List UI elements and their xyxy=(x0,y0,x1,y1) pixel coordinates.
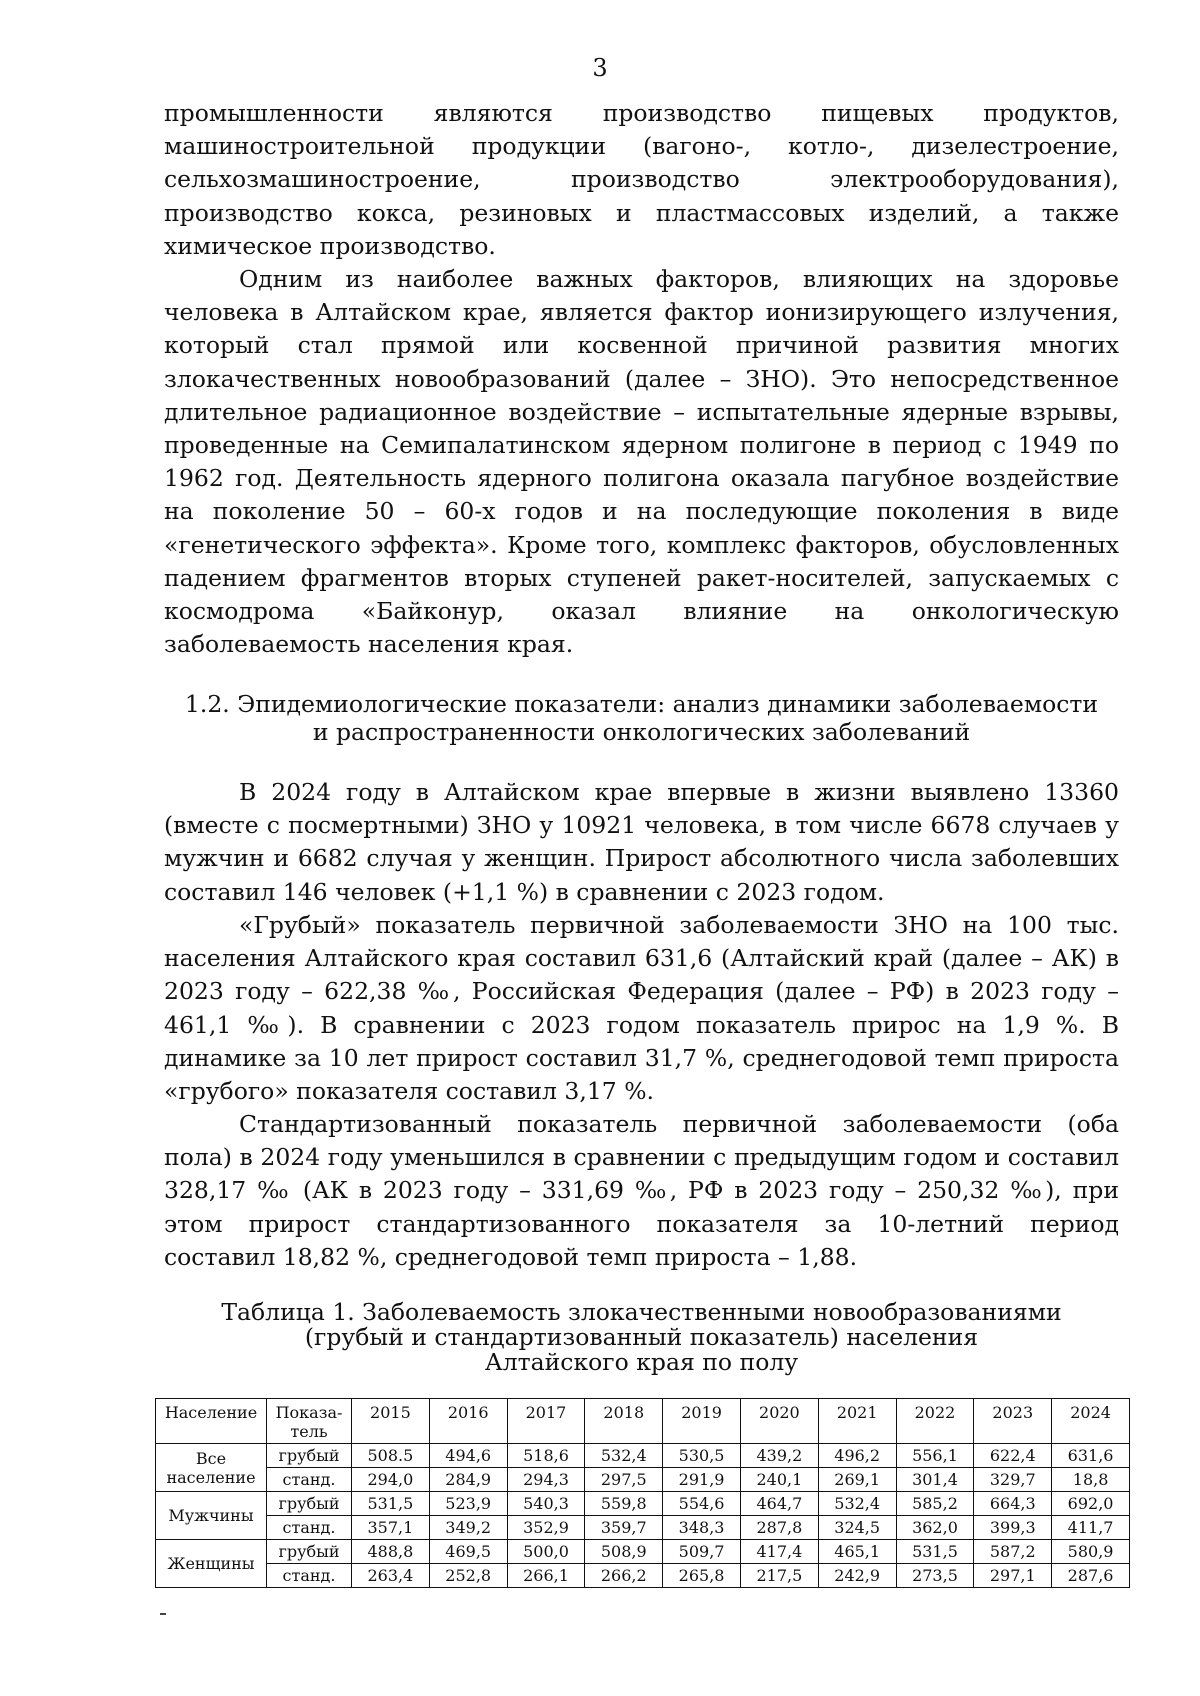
table-cell: 348,3 xyxy=(663,1516,741,1540)
row-indicator: грубый xyxy=(267,1492,352,1516)
table-cell: 469,5 xyxy=(429,1540,507,1564)
table-caption-line-1: Таблица 1. Заболеваемость злокачественными новообразованиями xyxy=(221,1298,1062,1326)
table-cell: 439,2 xyxy=(740,1444,818,1468)
table-cell: 554,6 xyxy=(663,1492,741,1516)
table-cell: 464,7 xyxy=(740,1492,818,1516)
table-cell: 509,7 xyxy=(663,1540,741,1564)
table-row xyxy=(156,1540,1130,1564)
table-cell: 265,8 xyxy=(663,1564,741,1588)
table-cell: 540,3 xyxy=(507,1492,585,1516)
row-group-label: Все население xyxy=(156,1444,267,1492)
row-group-label: Женщины xyxy=(156,1540,267,1588)
table-row xyxy=(156,1564,1130,1588)
table-cell: 242,9 xyxy=(818,1564,896,1588)
scan-mark xyxy=(160,1613,166,1615)
table-header-row xyxy=(156,1399,1130,1444)
table-cell: 411,7 xyxy=(1052,1516,1130,1540)
table-cell: 585,2 xyxy=(896,1492,974,1516)
paragraph-standardized-rate: Стандартизованный показатель первичной заболеваемости (оба пола) в 2024 году уменьшился в сравнении с предыдущим годом и составил 328,17 ‰ (АК в 2023 году – 331,69 ‰, РФ в 2023 году – 250,32 ‰), при этом прирост стандартизованного показателя за 10-летний период составил 18,82 %, среднегодовой темп прироста – 1,88. xyxy=(164,1110,1119,1271)
table-cell: 622,4 xyxy=(974,1444,1052,1468)
table-cell: 587,2 xyxy=(974,1540,1052,1564)
table-cell: 297,1 xyxy=(974,1564,1052,1588)
table-cell: 399,3 xyxy=(974,1516,1052,1540)
table-cell: 240,1 xyxy=(740,1468,818,1492)
table-cell: 556,1 xyxy=(896,1444,974,1468)
table-cell: 263,4 xyxy=(352,1564,430,1588)
table-cell: 266,2 xyxy=(585,1564,663,1588)
header-year: 2018 xyxy=(585,1399,663,1444)
table-cell: 359,7 xyxy=(585,1516,663,1540)
table-cell: 465,1 xyxy=(818,1540,896,1564)
header-year: 2022 xyxy=(896,1399,974,1444)
table-cell: 273,5 xyxy=(896,1564,974,1588)
table-cell: 294,0 xyxy=(352,1468,430,1492)
section-heading xyxy=(164,690,1119,746)
table-cell: 301,4 xyxy=(896,1468,974,1492)
header-population: Население xyxy=(156,1399,267,1444)
paragraph-radiation: Одним из наиболее важных факторов, влияющих на здоровье человека в Алтайском крае, является фактор ионизирующего излучения, который стал прямой или косвенной причиной развития многих злокачественных новообразований (далее – ЗНО). Это непосредственное длительное радиационное воздействие – испытательные ядерные взрывы, проведенные на Семипалатинском ядерном полигоне в период с 1949 по 1962 год. Деятельность ядерного полигона оказала пагубное воздействие на поколение 50 – 60-х годов и на последующие поколения в виде «генетического эффекта». Кроме того, комплекс факторов, обусловленных падением фрагментов вторых ступеней ракет-носителей, запускаемых с космодрома «Байконур, оказал влияние на онкологическую заболеваемость населения края. xyxy=(164,265,1119,659)
table-cell: 559,8 xyxy=(585,1492,663,1516)
table-cell: 297,5 xyxy=(585,1468,663,1492)
table-cell: 217,5 xyxy=(740,1564,818,1588)
table-cell: 631,6 xyxy=(1052,1444,1130,1468)
table-cell: 291,9 xyxy=(663,1468,741,1492)
table-cell: 284,9 xyxy=(429,1468,507,1492)
table-caption-line-2: (грубый и стандартизованный показатель) населения xyxy=(304,1323,979,1351)
row-group-label: Мужчины xyxy=(156,1492,267,1540)
table-cell: 508,9 xyxy=(585,1540,663,1564)
header-year: 2023 xyxy=(974,1399,1052,1444)
row-indicator: станд. xyxy=(267,1468,352,1492)
table-cell: 518,6 xyxy=(507,1444,585,1468)
header-year: 2016 xyxy=(429,1399,507,1444)
table-cell: 692,0 xyxy=(1052,1492,1130,1516)
table-caption-line-3: Алтайского края по полу xyxy=(484,1348,799,1376)
table-cell: 496,2 xyxy=(818,1444,896,1468)
header-year: 2020 xyxy=(740,1399,818,1444)
table-cell: 532,4 xyxy=(818,1492,896,1516)
table-cell: 294,3 xyxy=(507,1468,585,1492)
table-cell: 287,6 xyxy=(1052,1564,1130,1588)
header-year: 2017 xyxy=(507,1399,585,1444)
header-year: 2019 xyxy=(663,1399,741,1444)
table-cell: 362,0 xyxy=(896,1516,974,1540)
table-row xyxy=(156,1516,1130,1540)
table-body xyxy=(156,1444,1130,1588)
table-cell: 329,7 xyxy=(974,1468,1052,1492)
table-cell: 287,8 xyxy=(740,1516,818,1540)
section-heading-line-1: 1.2. Эпидемиологические показатели: анализ динамики заболеваемости xyxy=(184,690,1099,718)
header-year: 2024 xyxy=(1052,1399,1130,1444)
table-cell: 508.5 xyxy=(352,1444,430,1468)
paragraph-industry: промышленности являются производство пищевых продуктов, машиностроительной продукции (вагоно-, котло-, дизелестроение, сельхозмашиностроение, производство электрооборудования), производство кокса, резиновых и пластмассовых изделий, а также химическое производство. xyxy=(164,99,1119,260)
table-cell: 488,8 xyxy=(352,1540,430,1564)
table-cell: 352,9 xyxy=(507,1516,585,1540)
table-cell: 349,2 xyxy=(429,1516,507,1540)
paragraph-crude-rate: «Грубый» показатель первичной заболеваемости ЗНО на 100 тыс. населения Алтайского края составил 631,6 (Алтайский край (далее – АК) в 2023 году – 622,38 ‰, Российская Федерация (далее – РФ) в 2023 году – 461,1 ‰). В сравнении с 2023 годом показатель прирос на 1,9 %. В динамике за 10 лет прирост составил 31,7 %, среднегодовой темп прироста «грубого» показателя составил 3,17 %. xyxy=(164,911,1119,1106)
row-indicator: станд. xyxy=(267,1564,352,1588)
table-row xyxy=(156,1492,1130,1516)
table-cell: 664,3 xyxy=(974,1492,1052,1516)
incidence-table xyxy=(155,1398,1130,1588)
table-cell: 531,5 xyxy=(896,1540,974,1564)
table-row xyxy=(156,1468,1130,1492)
table-cell: 494,6 xyxy=(429,1444,507,1468)
table-cell: 523,9 xyxy=(429,1492,507,1516)
header-year: 2021 xyxy=(818,1399,896,1444)
table-cell: 532,4 xyxy=(585,1444,663,1468)
table-cell: 530,5 xyxy=(663,1444,741,1468)
table-cell: 266,1 xyxy=(507,1564,585,1588)
page-number: 3 xyxy=(592,54,608,82)
row-indicator: грубый xyxy=(267,1540,352,1564)
header-year: 2015 xyxy=(352,1399,430,1444)
table-row xyxy=(156,1444,1130,1468)
row-indicator: грубый xyxy=(267,1444,352,1468)
header-indicator: Показа-тель xyxy=(267,1399,352,1444)
row-indicator: станд. xyxy=(267,1516,352,1540)
table-cell: 324,5 xyxy=(818,1516,896,1540)
table-cell: 269,1 xyxy=(818,1468,896,1492)
table-cell: 252,8 xyxy=(429,1564,507,1588)
paragraph-incidence-2024: В 2024 году в Алтайском крае впервые в жизни выявлено 13360 (вместе с посмертными) ЗНО у 10921 человека, в том числе 6678 случаев у мужчин и 6682 случая у женщин. Прирост абсолютного числа заболевших составил 146 человек (+1,1 %) в сравнении с 2023 годом. xyxy=(164,778,1119,906)
table-caption xyxy=(164,1300,1119,1375)
table-cell: 357,1 xyxy=(352,1516,430,1540)
table-cell: 18,8 xyxy=(1052,1468,1130,1492)
table-cell: 580,9 xyxy=(1052,1540,1130,1564)
table-cell: 417,4 xyxy=(740,1540,818,1564)
table-cell: 531,5 xyxy=(352,1492,430,1516)
table-cell: 500,0 xyxy=(507,1540,585,1564)
section-heading-line-2: и распространенности онкологических заболеваний xyxy=(312,718,971,746)
